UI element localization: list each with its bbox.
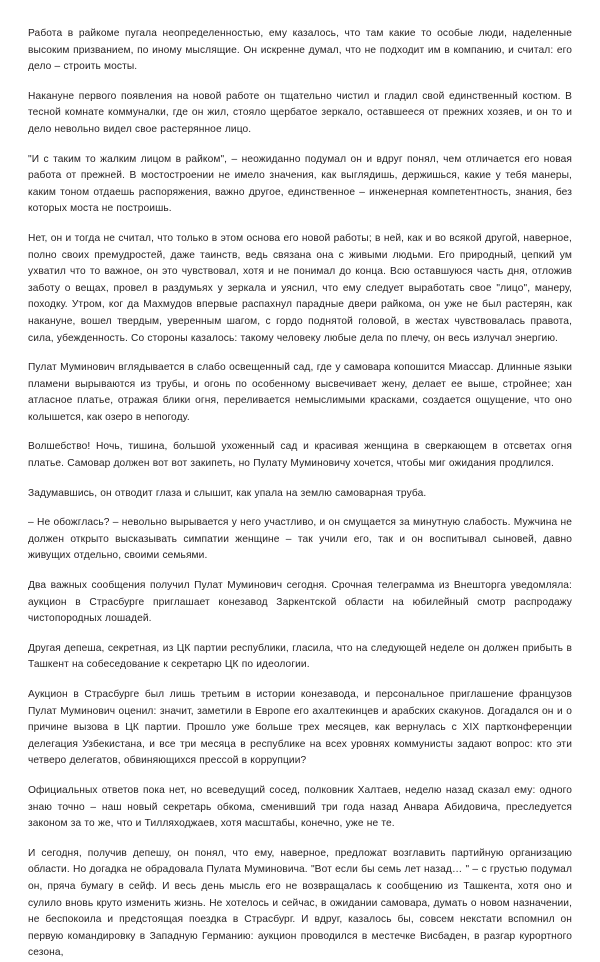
paragraph: Официальных ответов пока нет, но всеведущий сосед, полковник Халтаев, неделю назад сказал ему: одного знаю точно – наш новый секретарь обкома, сменивший три года назад Анвара Абидовича, преследуется законом за то же, что и Тилляходжаев, хотя масштабы, конечно, уже не те. — [28, 784, 572, 830]
paragraph: Аукцион в Страсбурге был лишь третьим в истории конезавода, и персональное приглашение французов Пулат Муминович оценил: значит, заметили в Европе его ахалтекинцев и арабских скакунов. Догадался он и о причине вызова в ЦК партии. Прошло уже больше трех месяцев, как вернулась с XIX партконференции делегация Узбекистана, и все три месяца в республике на всех уровнях коммунисты задают вопрос: кто эти четверо делегатов, обвиняющихся прессой в коррупции? — [28, 689, 572, 767]
paragraph: Волшебство! Ночь, тишина, большой ухоженный сад и красивая женщина в сверкающем в отсветах огня платье. Самовар должен вот вот закипеть, но Пулату Муминовичу хочется, чтобы миг ожидания продлился. — [28, 441, 572, 470]
paragraph: Другая депеша, секретная, из ЦК партии республики, гласила, что на следующей неделе он должен прибыть в Ташкент на собеседование к секретарю ЦК по идеологии. — [28, 642, 572, 671]
paragraph: "И с таким то жалким лицом в райком", – неожиданно подумал он и вдруг понял, чем отличается его новая работа от прежней. В мостостроении не имело значения, как выглядишь, держишься, какие у тебя манеры, каким тоном отдаешь распоряжения, важно другое, единственное – инженерная компетентность, знания, без которых моста не построишь. — [28, 153, 572, 215]
paragraph: Нет, он и тогда не считал, что только в этом основа его новой работы; в ней, как и во всякой другой, наверное, полно своих премудростей, даже таинств, ведь связана она с живыми людьми. Его природный, цепкий ум ухватил что то важное, он это чувствовал, хотя и не понимал до конца. Всю оставшуюся часть дня, отложив заботу о вещах, провел в раздумьях у зеркала и уяснил, что ему следует выработать свое "лицо", манеру, походку. Утром, ког да Махмудов впервые распахнул парадные двери райкома, он уже не был растерян, как накануне, вошел твердым, уверенным шагом, с гордо поднятой головой, в жестах чувствовалась правота, сила, убежденность. Со стороны казалось: такому человеку любые дела по плечу, он весь излучал энергию. — [28, 232, 572, 344]
paragraph: Пулат Муминович вглядывается в слабо освещенный сад, где у самовара копошится Миассар. Длинные языки пламени вырываются из трубы, и огонь по особенному высвечивает жену, делает ее выше, стройнее; хан атласное платье, отражая блики огня, переливается немыслимыми красками, создается ощущение, что оно колышется, как озеро в непогоду. — [28, 362, 572, 423]
paragraph: Два важных сообщения получил Пулат Муминович сегодня. Срочная телеграмма из Внешторга уведомляла: аукцион в Страсбурге приглашает конезавод Заркентской области на юбилейный смотр распродажу чистопородных лошадей. — [28, 580, 572, 625]
paragraph: Работа в райкоме пугала неопределенностью, ему казалось, что там какие то особые люди, наделенные высоким призванием, по иному мыслящие. Он искренне думал, что не подходит им в компанию, и считал: его дело – строить мосты. — [28, 28, 572, 73]
paragraph: Накануне первого появления на новой работе он тщательно чистил и гладил свой единственный костюм. В тесной комнате коммуналки, где он жил, стояло щербатое зеркало, оставшееся от прежних хозяев, и он то и дело невольно видел свое растерянное лицо. — [28, 90, 572, 135]
paragraph: И сегодня, получив депешу, он понял, что ему, наверное, предложат возглавить партийную организацию области. Но догадка не обрадовала Пулата Муминовича. "Вот если бы семь лет назад… " – с грустью подумал он, пряча бумагу в сейф. И весь день мысль его не возвращалась к сообщению из Ташкента, хотя оно и сулило вновь круто изменить жизнь. Не хотелось и сейчас, в ожидании самовара, думать о новом назначении, не беспокоила и предстоящая поездка в Страсбург. И вдруг, казалось бы, совсем некстати вспомнил он первую командировку в Западную Германию: аукцион проводился в местечке Висбаден, в разгар курортного сезона, — [28, 847, 572, 959]
paragraph: Задумавшись, он отводит глаза и слышит, как упала на землю самоварная труба. — [28, 487, 427, 499]
paragraph: – Не обожглась? – невольно вырывается у него участливо, и он смущается за минутную слабость. Мужчина не должен открыто высказывать симпатии женщине – так учили его, так и он воспитывал сыновей, давно живущих отдельно, своими семьями. — [28, 517, 572, 562]
